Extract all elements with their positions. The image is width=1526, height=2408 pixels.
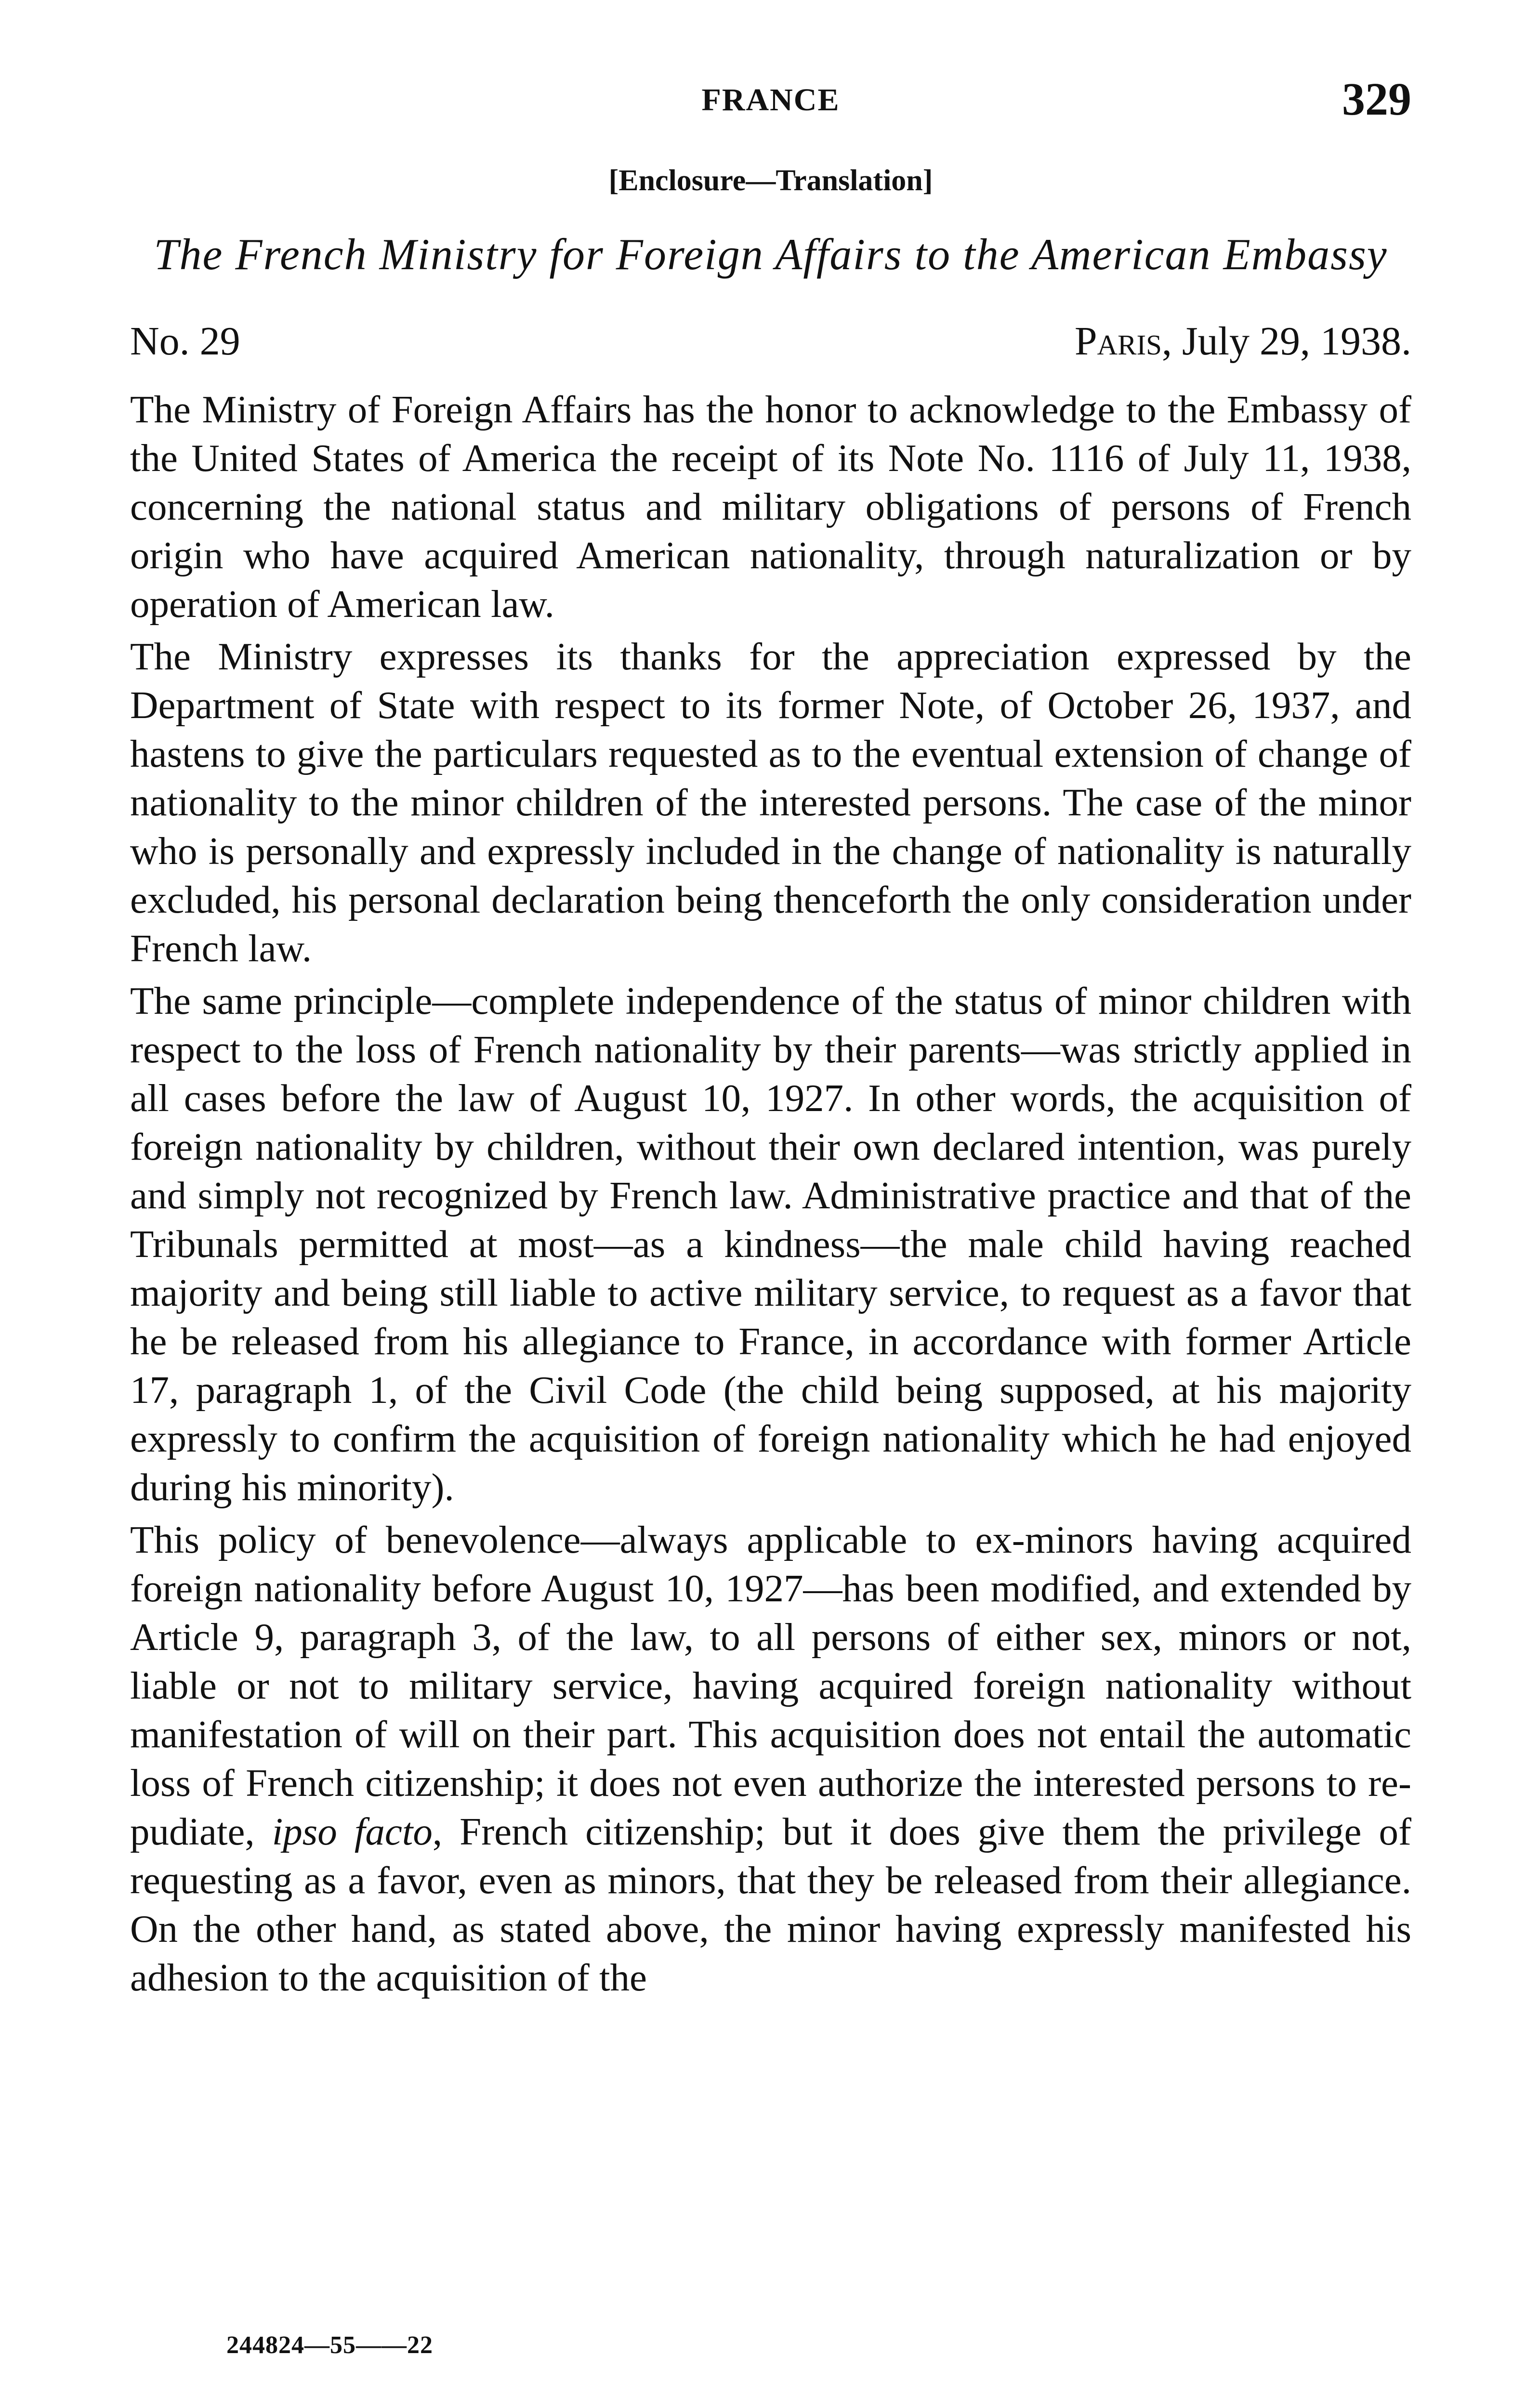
running-head (130, 67, 1411, 140)
enclosure-label: [Enclosure—Translation] (608, 164, 933, 197)
page-number: 329 (1342, 73, 1411, 125)
place: Paris (1074, 319, 1162, 364)
paragraph-3: The same principle—complete independence of the status of minor children with respect to the loss of French nationality by their parents—was strictly applied in all cases before the law of August 10, 1927. In other words, the acquisition of foreign nationality by children, without their own declared intention, was purely and simply not recognized by French law. Administrative practice and that of the Tribunals permitted at most—as a kindness—the male child having reached majority and being still liable to active military service, to request as a favor that he be released from his allegiance to France, in accordance with former Article 17, paragraph 1, of the Civil Code (the child being supposed, at his majority expressly to confirm the acquisition of foreign nationality which he had enjoyed during his minority). (130, 979, 1411, 1509)
paragraph-2: The Ministry expresses its thanks for the appreciation expressed by the Department of State with respect to its former Note, of October 26, 1937, and hastens to give the particulars requested as to the eventual extension of change of nationality to the minor children of the interested persons. The case of the minor who is personally and expressly included in the change of nationality is naturally excluded, his personal declaration being thenceforth the only consideration under French law. (130, 635, 1411, 970)
running-title: FRANCE (701, 82, 840, 118)
place-date (1075, 318, 1411, 365)
printer-signature-mark: 244824—55——22 (226, 2331, 433, 2359)
date: , July 29, 1938. (1161, 319, 1411, 364)
document-heading: The French Ministry for Foreign Affairs to the American Embassy (154, 230, 1388, 279)
paragraph-1: The Ministry of Foreign Affairs has the honor to acknowledge to the Embassy of the United States of America the receipt of its Note No. 1116 of July 11, 1938, concerning the national status and military obligations of persons of French origin who have acquired American nationality, through naturalization or by operation of American law. (130, 388, 1411, 626)
paragraph-4: This policy of benevolence—always applicable to ex-minors having acquired foreign nationality before August 10, 1927—has been modified, and extended by Article 9, paragraph 3, of the law, to all persons of either sex, minors or not, liable or not to military service, having acquired foreign nationality without manifestation of will on their part. This acquisition does not entail the automatic loss of French citizenship; it does not even authorize the interested persons to repudiate, ipso facto, French citizenship; but it does give them the privilege of requesting as a favor, even as minors, that they be released from their allegiance. On the other hand, as stated above, the minor having expressly manifested his adhesion to the acquisition of the (130, 1518, 1411, 1999)
dateline (130, 318, 1411, 371)
note-number: No. 29 (130, 319, 240, 364)
body-text (130, 385, 1411, 2006)
latin-phrase: ipso facto (272, 1810, 433, 1853)
